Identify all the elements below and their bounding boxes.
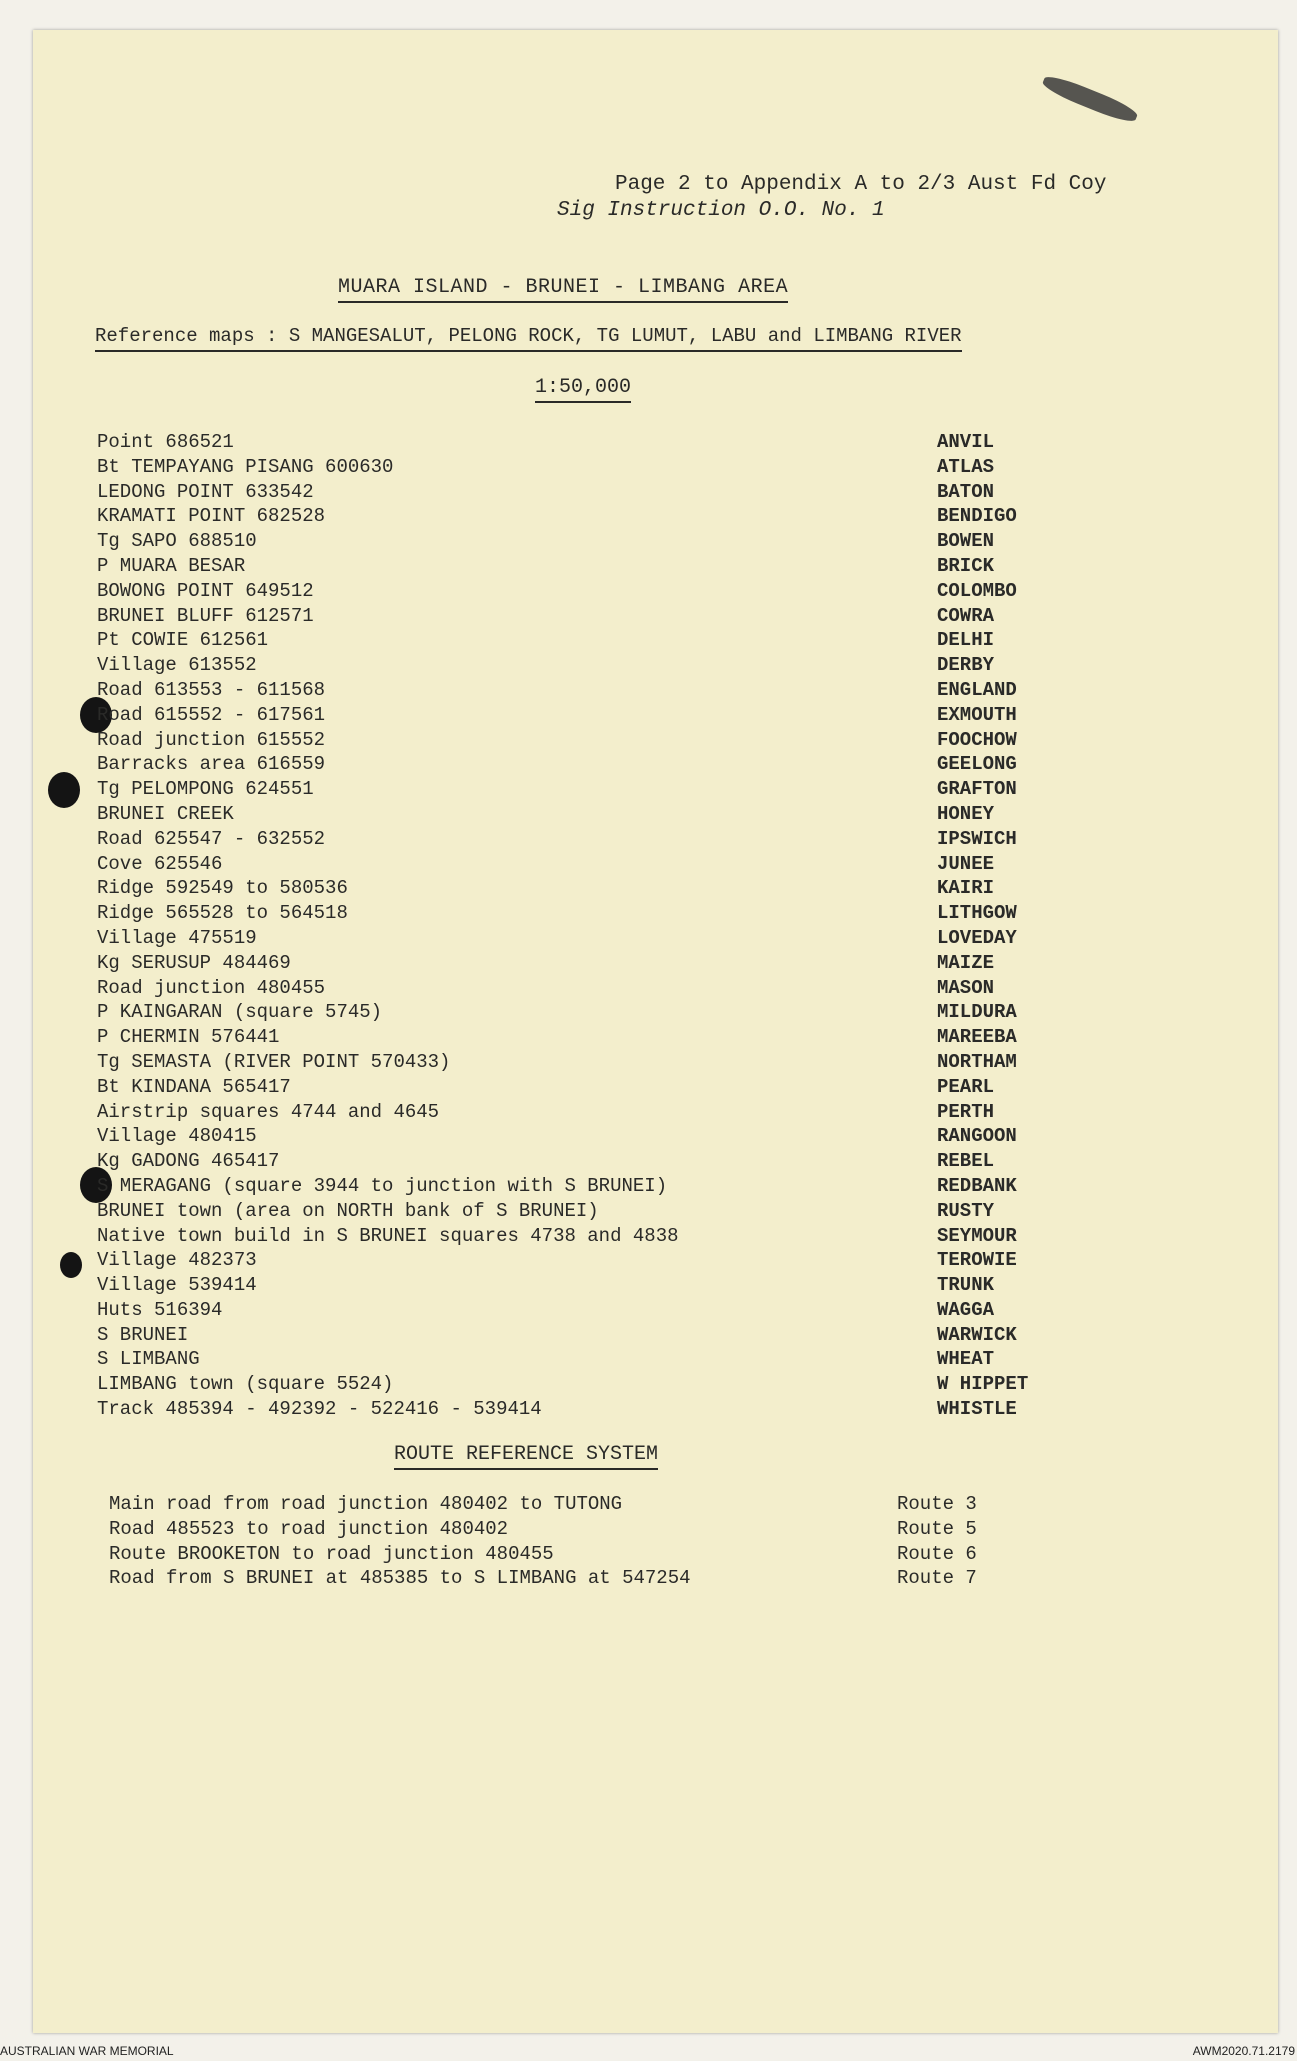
code-word: NORTHAM <box>937 1050 1017 1073</box>
code-word: Route 7 <box>897 1567 977 1590</box>
list-item <box>97 504 1057 529</box>
place-description: Airstrip squares 4744 and 4645 <box>97 1100 440 1123</box>
list-item <box>97 1224 1057 1249</box>
place-description: LIMBANG town (square 5524) <box>97 1373 394 1396</box>
code-word: MILDURA <box>937 1001 1017 1024</box>
code-word: ENGLAND <box>937 678 1017 701</box>
place-description: Village 539414 <box>97 1274 257 1297</box>
place-description: Cove 625546 <box>97 852 223 875</box>
code-word: Route 3 <box>897 1493 977 1515</box>
place-description: Main road from road junction 480402 to TUTONG <box>109 1493 623 1515</box>
punch-hole <box>60 1252 82 1278</box>
code-word: WHISTLE <box>937 1398 1017 1421</box>
list-item <box>109 1517 989 1542</box>
place-description: BRUNEI BLUFF 612571 <box>97 604 314 627</box>
list-item <box>109 1492 989 1517</box>
list-item <box>97 703 1057 728</box>
code-word: HONEY <box>937 802 995 825</box>
list-item <box>97 653 1057 678</box>
list-item <box>97 1000 1057 1025</box>
place-description: Village 480415 <box>97 1125 257 1148</box>
place-description: Route BROOKETON to road junction 480455 <box>109 1542 554 1565</box>
list-item <box>97 480 1057 505</box>
place-description: Road 615552 - 617561 <box>97 703 326 726</box>
code-word: ATLAS <box>937 455 995 478</box>
code-word: SEYMOUR <box>937 1224 1017 1247</box>
place-description: BRUNEI CREEK <box>97 802 234 825</box>
code-word: MAIZE <box>937 951 995 974</box>
place-description: LEDONG POINT 633542 <box>97 480 314 503</box>
code-word: WARWICK <box>937 1323 1017 1346</box>
place-description: Kg SERUSUP 484469 <box>97 951 291 974</box>
place-description: Village 475519 <box>97 926 257 949</box>
list-item <box>97 1372 1057 1397</box>
list-item <box>97 1174 1057 1199</box>
punch-hole <box>48 772 80 808</box>
route-list <box>109 1492 989 1591</box>
reference-maps: Reference maps : S MANGESALUT, PELONG ROCK, TG LUMUT, LABU and LIMBANG RIVER <box>95 325 962 352</box>
list-item <box>97 554 1057 579</box>
code-word: GEELONG <box>937 753 1017 776</box>
header-instruction: Sig Instruction O.O. No. 1 <box>557 199 885 222</box>
place-description: S BRUNEI <box>97 1323 189 1346</box>
list-item <box>97 1149 1057 1174</box>
place-description: KRAMATI POINT 682528 <box>97 505 326 528</box>
place-description: Tg SAPO 688510 <box>97 530 257 553</box>
code-word: ANVIL <box>937 431 995 453</box>
map-scale: 1:50,000 <box>535 376 631 403</box>
place-description: Ridge 565528 to 564518 <box>97 902 348 925</box>
code-word: LITHGOW <box>937 902 1017 925</box>
code-word: PERTH <box>937 1100 995 1123</box>
place-description: Tg PELOMPONG 624551 <box>97 778 314 801</box>
code-word: COWRA <box>937 604 995 627</box>
place-description: BOWONG POINT 649512 <box>97 579 314 602</box>
code-word: MASON <box>937 976 995 999</box>
code-word: BOWEN <box>937 530 995 553</box>
place-description: Road 625547 - 632552 <box>97 827 326 850</box>
code-word: TRUNK <box>937 1274 995 1297</box>
code-word: Route 5 <box>897 1517 977 1540</box>
list-item <box>97 1347 1057 1372</box>
list-item <box>97 1397 1057 1422</box>
place-description: Native town build in S BRUNEI squares 4738 and 4838 <box>97 1224 679 1247</box>
place-description: Road 613553 - 611568 <box>97 678 326 701</box>
code-word: BATON <box>937 480 995 503</box>
code-word: EXMOUTH <box>937 703 1017 726</box>
code-word: PEARL <box>937 1075 995 1098</box>
place-description: Pt COWIE 612561 <box>97 629 269 652</box>
place-description: S LIMBANG <box>97 1348 200 1371</box>
list-item <box>97 827 1057 852</box>
code-word: REBEL <box>937 1150 995 1173</box>
code-word: WAGGA <box>937 1298 995 1321</box>
place-description: Tg SEMASTA (RIVER POINT 570433) <box>97 1050 451 1073</box>
list-item <box>97 1273 1057 1298</box>
code-word: JUNEE <box>937 852 995 875</box>
route-section-title: ROUTE REFERENCE SYSTEM <box>394 1443 658 1470</box>
list-item <box>97 529 1057 554</box>
code-word: IPSWICH <box>937 827 1017 850</box>
list-item <box>97 1298 1057 1323</box>
list-item <box>97 1025 1057 1050</box>
place-description: Barracks area 616559 <box>97 753 326 776</box>
footer-source: AUSTRALIAN WAR MEMORIAL <box>0 2044 174 2058</box>
list-item <box>97 752 1057 777</box>
place-description: Bt KINDANA 565417 <box>97 1075 291 1098</box>
code-word: RUSTY <box>937 1199 995 1222</box>
place-description: Village 613552 <box>97 654 257 677</box>
place-description: Road junction 615552 <box>97 728 326 751</box>
code-word: BRICK <box>937 554 995 577</box>
place-description: P KAINGARAN (square 5745) <box>97 1001 383 1024</box>
place-description: P CHERMIN 576441 <box>97 1026 280 1049</box>
code-word: DELHI <box>937 629 995 652</box>
list-item <box>97 976 1057 1001</box>
code-word: LOVEDAY <box>937 926 1017 949</box>
place-description: Bt TEMPAYANG PISANG 600630 <box>97 455 394 478</box>
footer-accession: AWM2020.71.2179 <box>1192 2044 1295 2058</box>
code-word: COLOMBO <box>937 579 1017 602</box>
list-item <box>97 579 1057 604</box>
document-title: MUARA ISLAND - BRUNEI - LIMBANG AREA <box>338 276 788 303</box>
list-item <box>97 728 1057 753</box>
list-item <box>97 951 1057 976</box>
list-item <box>97 777 1057 802</box>
code-word: GRAFTON <box>937 778 1017 801</box>
list-item <box>97 1075 1057 1100</box>
list-item <box>97 678 1057 703</box>
list-item <box>97 604 1057 629</box>
place-description: Road junction 480455 <box>97 976 326 999</box>
place-description: BRUNEI town (area on NORTH bank of S BRUNEI) <box>97 1199 599 1222</box>
list-item <box>97 1199 1057 1224</box>
code-word: BENDIGO <box>937 505 1017 528</box>
place-description: Village 482373 <box>97 1249 257 1272</box>
place-description: Point 686521 <box>97 431 234 453</box>
list-item <box>97 926 1057 951</box>
list-item <box>109 1566 989 1591</box>
code-word: MAREEBA <box>937 1026 1017 1049</box>
code-word: W HIPPET <box>937 1373 1029 1396</box>
list-item <box>97 1248 1057 1273</box>
list-item <box>97 430 1057 455</box>
place-description: Ridge 592549 to 580536 <box>97 877 348 900</box>
place-description: Road 485523 to road junction 480402 <box>109 1517 509 1540</box>
code-word: KAIRI <box>937 877 995 900</box>
code-word: REDBANK <box>937 1174 1017 1197</box>
place-description: Kg GADONG 465417 <box>97 1150 280 1173</box>
list-item <box>97 1124 1057 1149</box>
place-description: Road from S BRUNEI at 485385 to S LIMBANG at 547254 <box>109 1567 691 1590</box>
list-item <box>97 852 1057 877</box>
list-item <box>97 901 1057 926</box>
list-item <box>109 1542 989 1567</box>
page-header <box>557 172 1107 224</box>
list-item <box>97 628 1057 653</box>
place-description: Huts 516394 <box>97 1298 223 1321</box>
list-item <box>97 1100 1057 1125</box>
place-description: P MUARA BESAR <box>97 554 246 577</box>
code-word: Route 6 <box>897 1542 977 1565</box>
list-item <box>97 1050 1057 1075</box>
code-list <box>97 430 1057 1422</box>
code-word: DERBY <box>937 654 995 677</box>
code-word: TEROWIE <box>937 1249 1017 1272</box>
list-item <box>97 876 1057 901</box>
list-item <box>97 802 1057 827</box>
list-item <box>97 455 1057 480</box>
place-description: S MERAGANG (square 3944 to junction with S BRUNEI) <box>97 1174 668 1197</box>
header-appendix: Page 2 to Appendix A to 2/3 Aust Fd Coy <box>615 173 1107 196</box>
code-word: FOOCHOW <box>937 728 1017 751</box>
place-description: Track 485394 - 492392 - 522416 - 539414 <box>97 1398 542 1421</box>
code-word: WHEAT <box>937 1348 995 1371</box>
code-word: RANGOON <box>937 1125 1017 1148</box>
list-item <box>97 1323 1057 1348</box>
